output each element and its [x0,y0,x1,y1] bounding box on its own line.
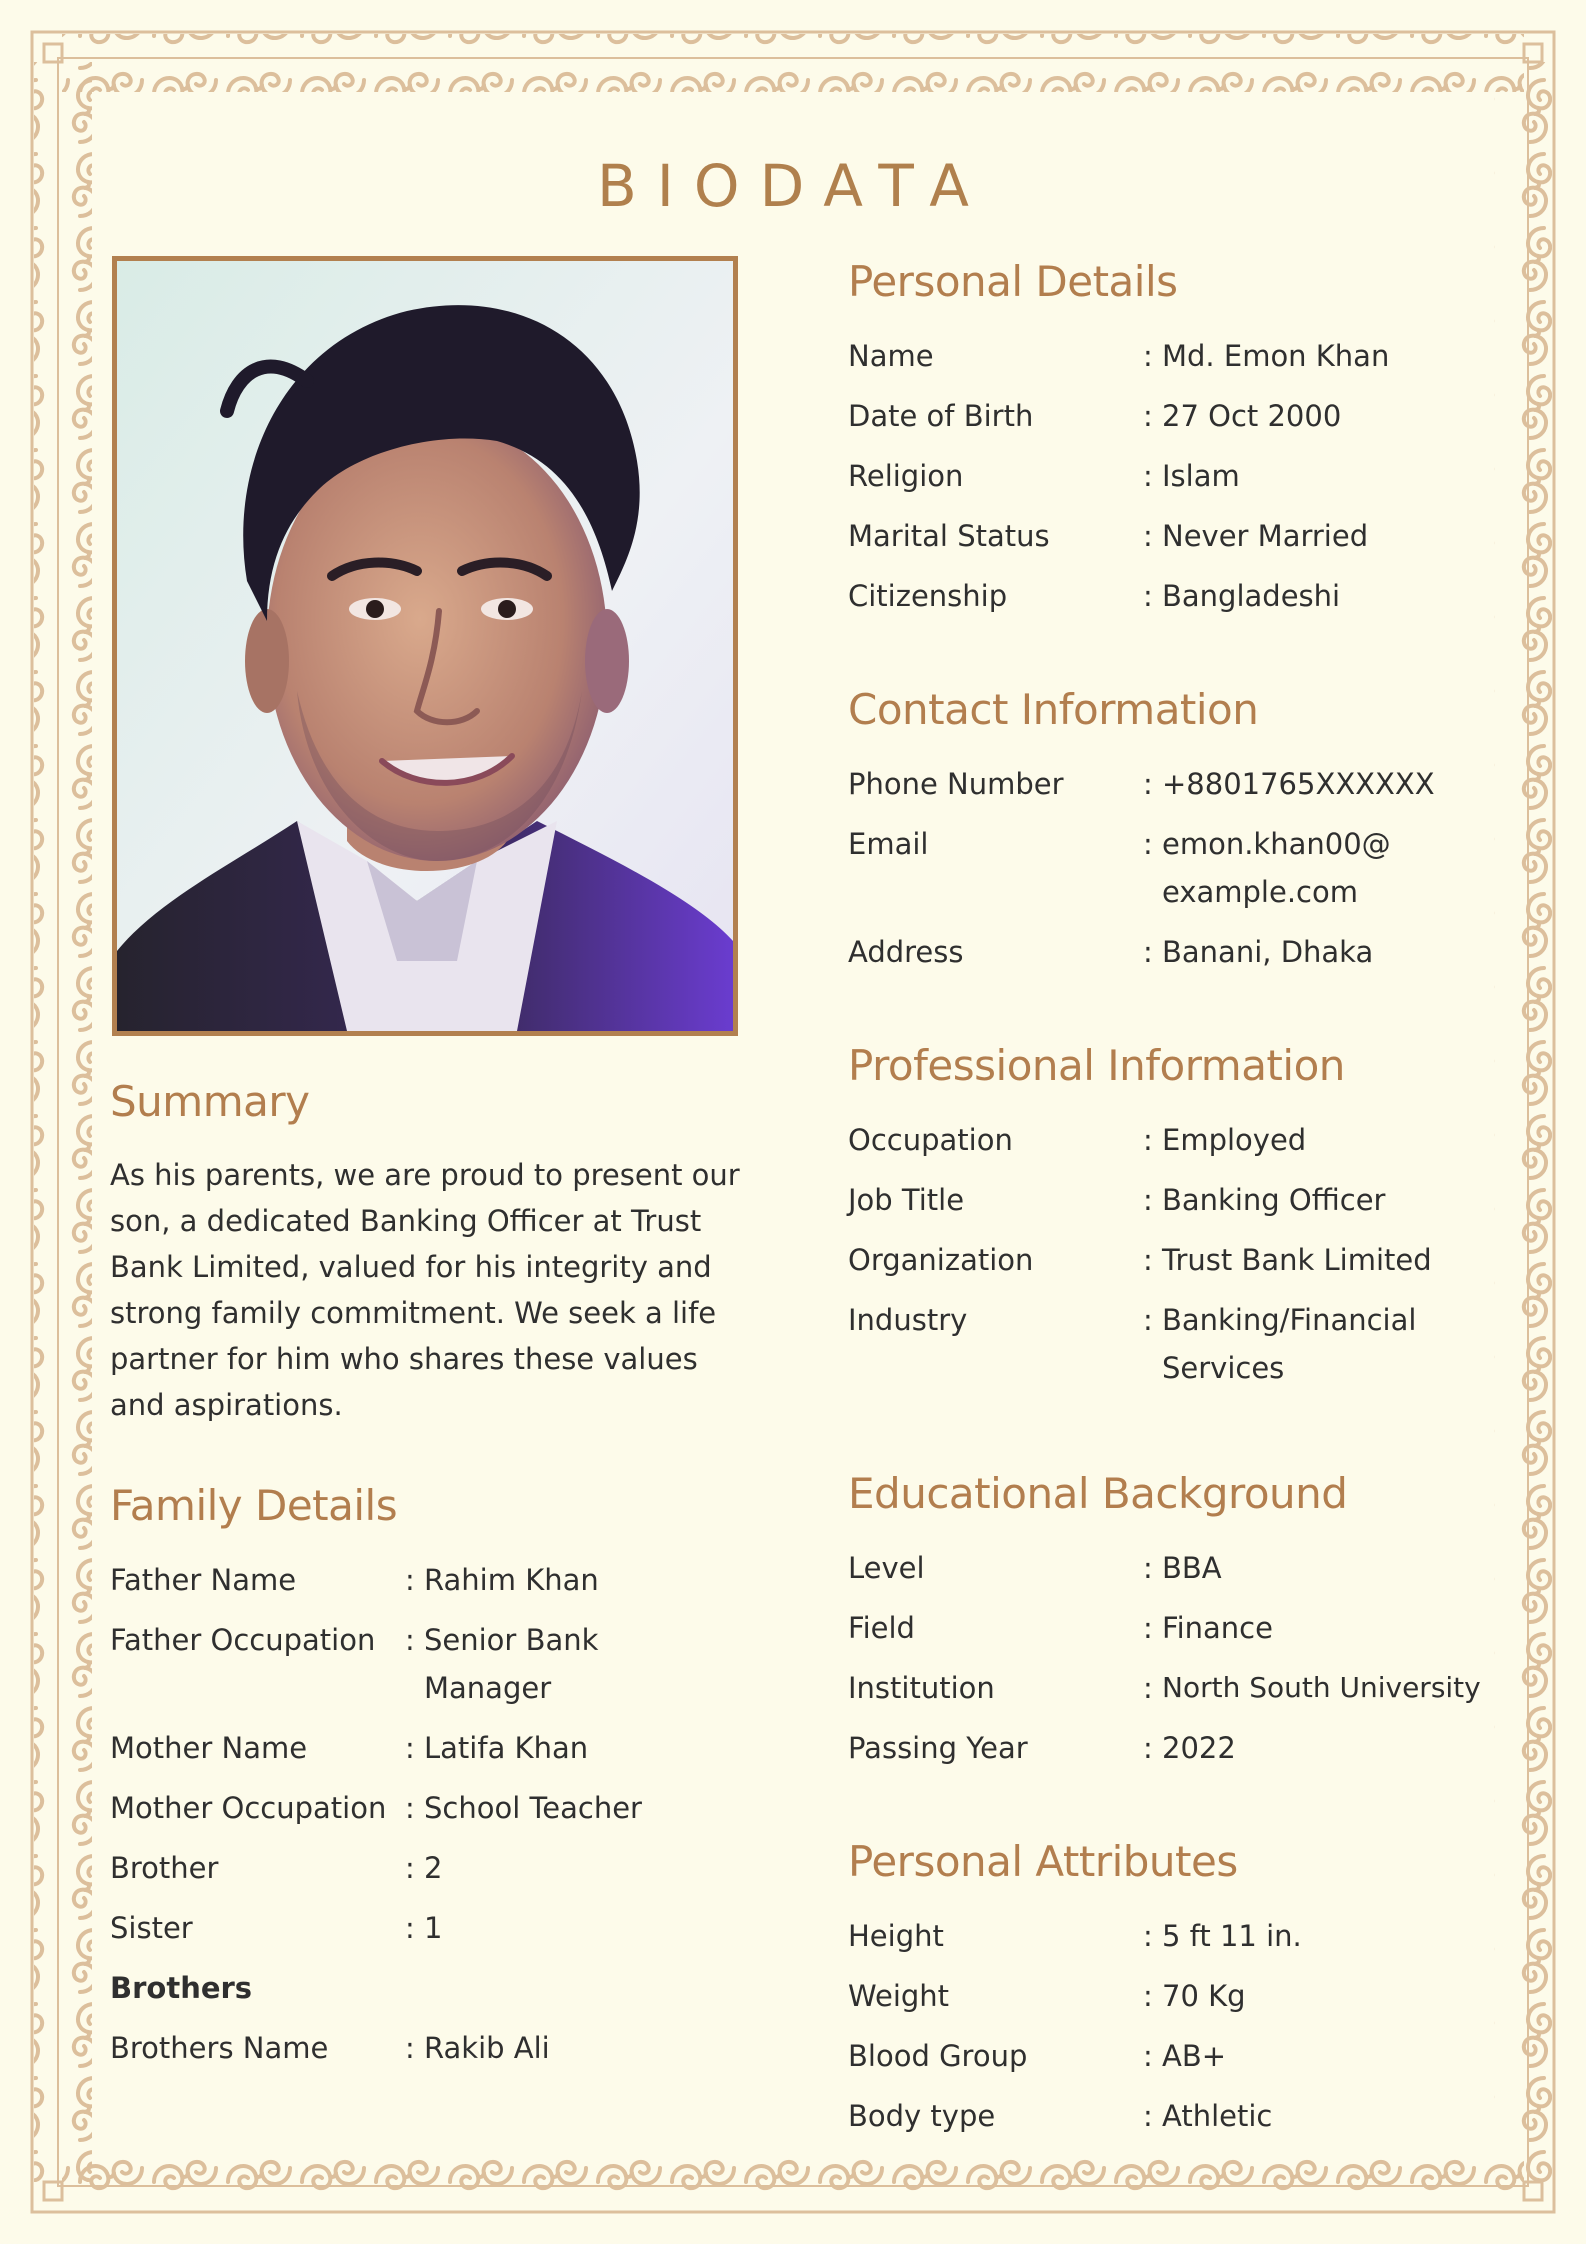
field-value: 27 Oct 2000 [1162,399,1342,433]
personal-row: Date of Birth : 27 Oct 2000 [848,392,1508,440]
field-label: Sister [110,1911,193,1945]
contact-row: Address : Banani, Dhaka [848,928,1508,976]
field-label: Mother Occupation [110,1791,387,1825]
personal-attributes-heading: Personal Attributes [848,1837,1238,1886]
educational-background-section [848,1466,1508,1784]
field-label: Field [848,1611,915,1645]
summary-heading: Summary [110,1077,310,1126]
field-label: Citizenship [848,579,1008,613]
field-label: Industry [848,1303,968,1337]
contact-information-heading: Contact Information [848,685,1259,734]
field-value: AB+ [1162,2039,1227,2073]
field-label: Father Occupation [110,1623,376,1657]
family-details-section [110,1478,750,2084]
contact-information-section [848,682,1508,988]
family-row: Sister : 1 [110,1904,750,1952]
family-row: Father Name : Rahim Khan [110,1556,750,1604]
personal-details-section [848,254,1508,632]
portrait-photo-icon [117,261,733,1031]
attribute-row: Height : 5 ft 11 in. [848,1912,1508,1960]
professional-row: Industry : Banking/Financial Services [848,1296,1508,1392]
family-row: Father Occupation : Senior Bank Manager [110,1616,750,1712]
personal-details-heading: Personal Details [848,257,1178,306]
profile-photo [112,256,738,1036]
educational-background-heading: Educational Background [848,1469,1348,1518]
education-row: Passing Year : 2022 [848,1724,1508,1772]
field-label: Passing Year [848,1731,1028,1765]
field-label: Organization [848,1243,1034,1277]
personal-row: Name : Md. Emon Khan [848,332,1508,380]
field-label: Blood Group [848,2039,1028,2073]
page-title: BIODATA [597,151,989,220]
field-value: Athletic [1162,2099,1273,2133]
education-row: Institution : North South University [848,1664,1508,1712]
field-label: Phone Number [848,767,1064,801]
summary-section [110,1074,750,1428]
professional-row: Occupation : Employed [848,1116,1508,1164]
professional-row: Organization : Trust Bank Limited [848,1236,1508,1284]
personal-row: Religion : Islam [848,452,1508,500]
field-value: School Teacher [424,1791,642,1825]
field-label: Body type [848,2099,996,2133]
contact-row: Phone Number : +8801765XXXXXX [848,760,1508,808]
field-value: 2022 [1162,1731,1236,1765]
field-value: 5 ft 11 in. [1162,1919,1302,1953]
field-label: Email [848,827,929,861]
summary-text: As his parents, we are proud to present our son, a dedicated Banking Officer at Trust Bank Limited, valued for his integrity and strong family commitment. We seek a life partner for him who shares these values and aspirations. [110,1158,740,1422]
personal-row: Marital Status : Never Married [848,512,1508,560]
field-value: Banani, Dhaka [1162,935,1374,969]
family-details-heading: Family Details [110,1481,398,1530]
field-value: Rakib Ali [424,2031,550,2065]
education-row: Level : BBA [848,1544,1508,1592]
contact-row: Email : emon.khan00@ example.com [848,820,1508,916]
brothers-subheading: Brothers [110,1971,253,2005]
field-value: Bangladeshi [1162,579,1341,613]
attribute-row: Body type : Athletic [848,2092,1508,2140]
field-value: Never Married [1162,519,1369,553]
field-label: Level [848,1551,925,1585]
field-label: Institution [848,1671,995,1705]
family-row: Brother : 2 [110,1844,750,1892]
field-value: Md. Emon Khan [1162,339,1390,373]
field-value: 1 [424,1911,443,1945]
family-row: Mother Name : Latifa Khan [110,1724,750,1772]
professional-row: Job Title : Banking Officer [848,1176,1508,1224]
field-value: Banking Officer [1162,1183,1386,1217]
field-label: Brothers Name [110,2031,329,2065]
field-label: Date of Birth [848,399,1034,433]
field-value: 2 [424,1851,443,1885]
field-value: Rahim Khan [424,1563,599,1597]
family-row: Mother Occupation : School Teacher [110,1784,750,1832]
field-value: Banking/Financial Services [1162,1303,1417,1385]
field-label: Job Title [848,1183,965,1217]
field-label: Name [848,339,934,373]
field-label: Marital Status [848,519,1050,553]
field-label: Weight [848,1979,950,2013]
professional-information-section [848,1038,1508,1404]
field-value: +8801765XXXXXX [1162,767,1435,801]
field-label: Address [848,935,964,969]
field-value: Employed [1162,1123,1307,1157]
field-value: Islam [1162,459,1240,493]
attribute-row: Blood Group : AB+ [848,2032,1508,2080]
field-value: Latifa Khan [424,1731,589,1765]
field-value: 70 Kg [1162,1979,1246,2013]
personal-attributes-section [848,1834,1508,2152]
field-label: Father Name [110,1563,297,1597]
field-value: BBA [1162,1551,1222,1585]
field-value: Trust Bank Limited [1162,1243,1432,1277]
field-label: Religion [848,459,964,493]
field-label: Occupation [848,1123,1013,1157]
field-value: emon.khan00@ example.com [1162,827,1391,909]
education-row: Field : Finance [848,1604,1508,1652]
brothers-row: Brothers Name : Rakib Ali [110,2024,750,2072]
field-value: North South University [1162,1671,1481,1704]
field-label: Height [848,1919,944,1953]
field-label: Brother [110,1851,219,1885]
field-label: Mother Name [110,1731,308,1765]
field-value: Senior Bank Manager [424,1623,599,1705]
professional-information-heading: Professional Information [848,1041,1345,1090]
attribute-row: Weight : 70 Kg [848,1972,1508,2020]
personal-row: Citizenship : Bangladeshi [848,572,1508,620]
field-value: Finance [1162,1611,1273,1645]
